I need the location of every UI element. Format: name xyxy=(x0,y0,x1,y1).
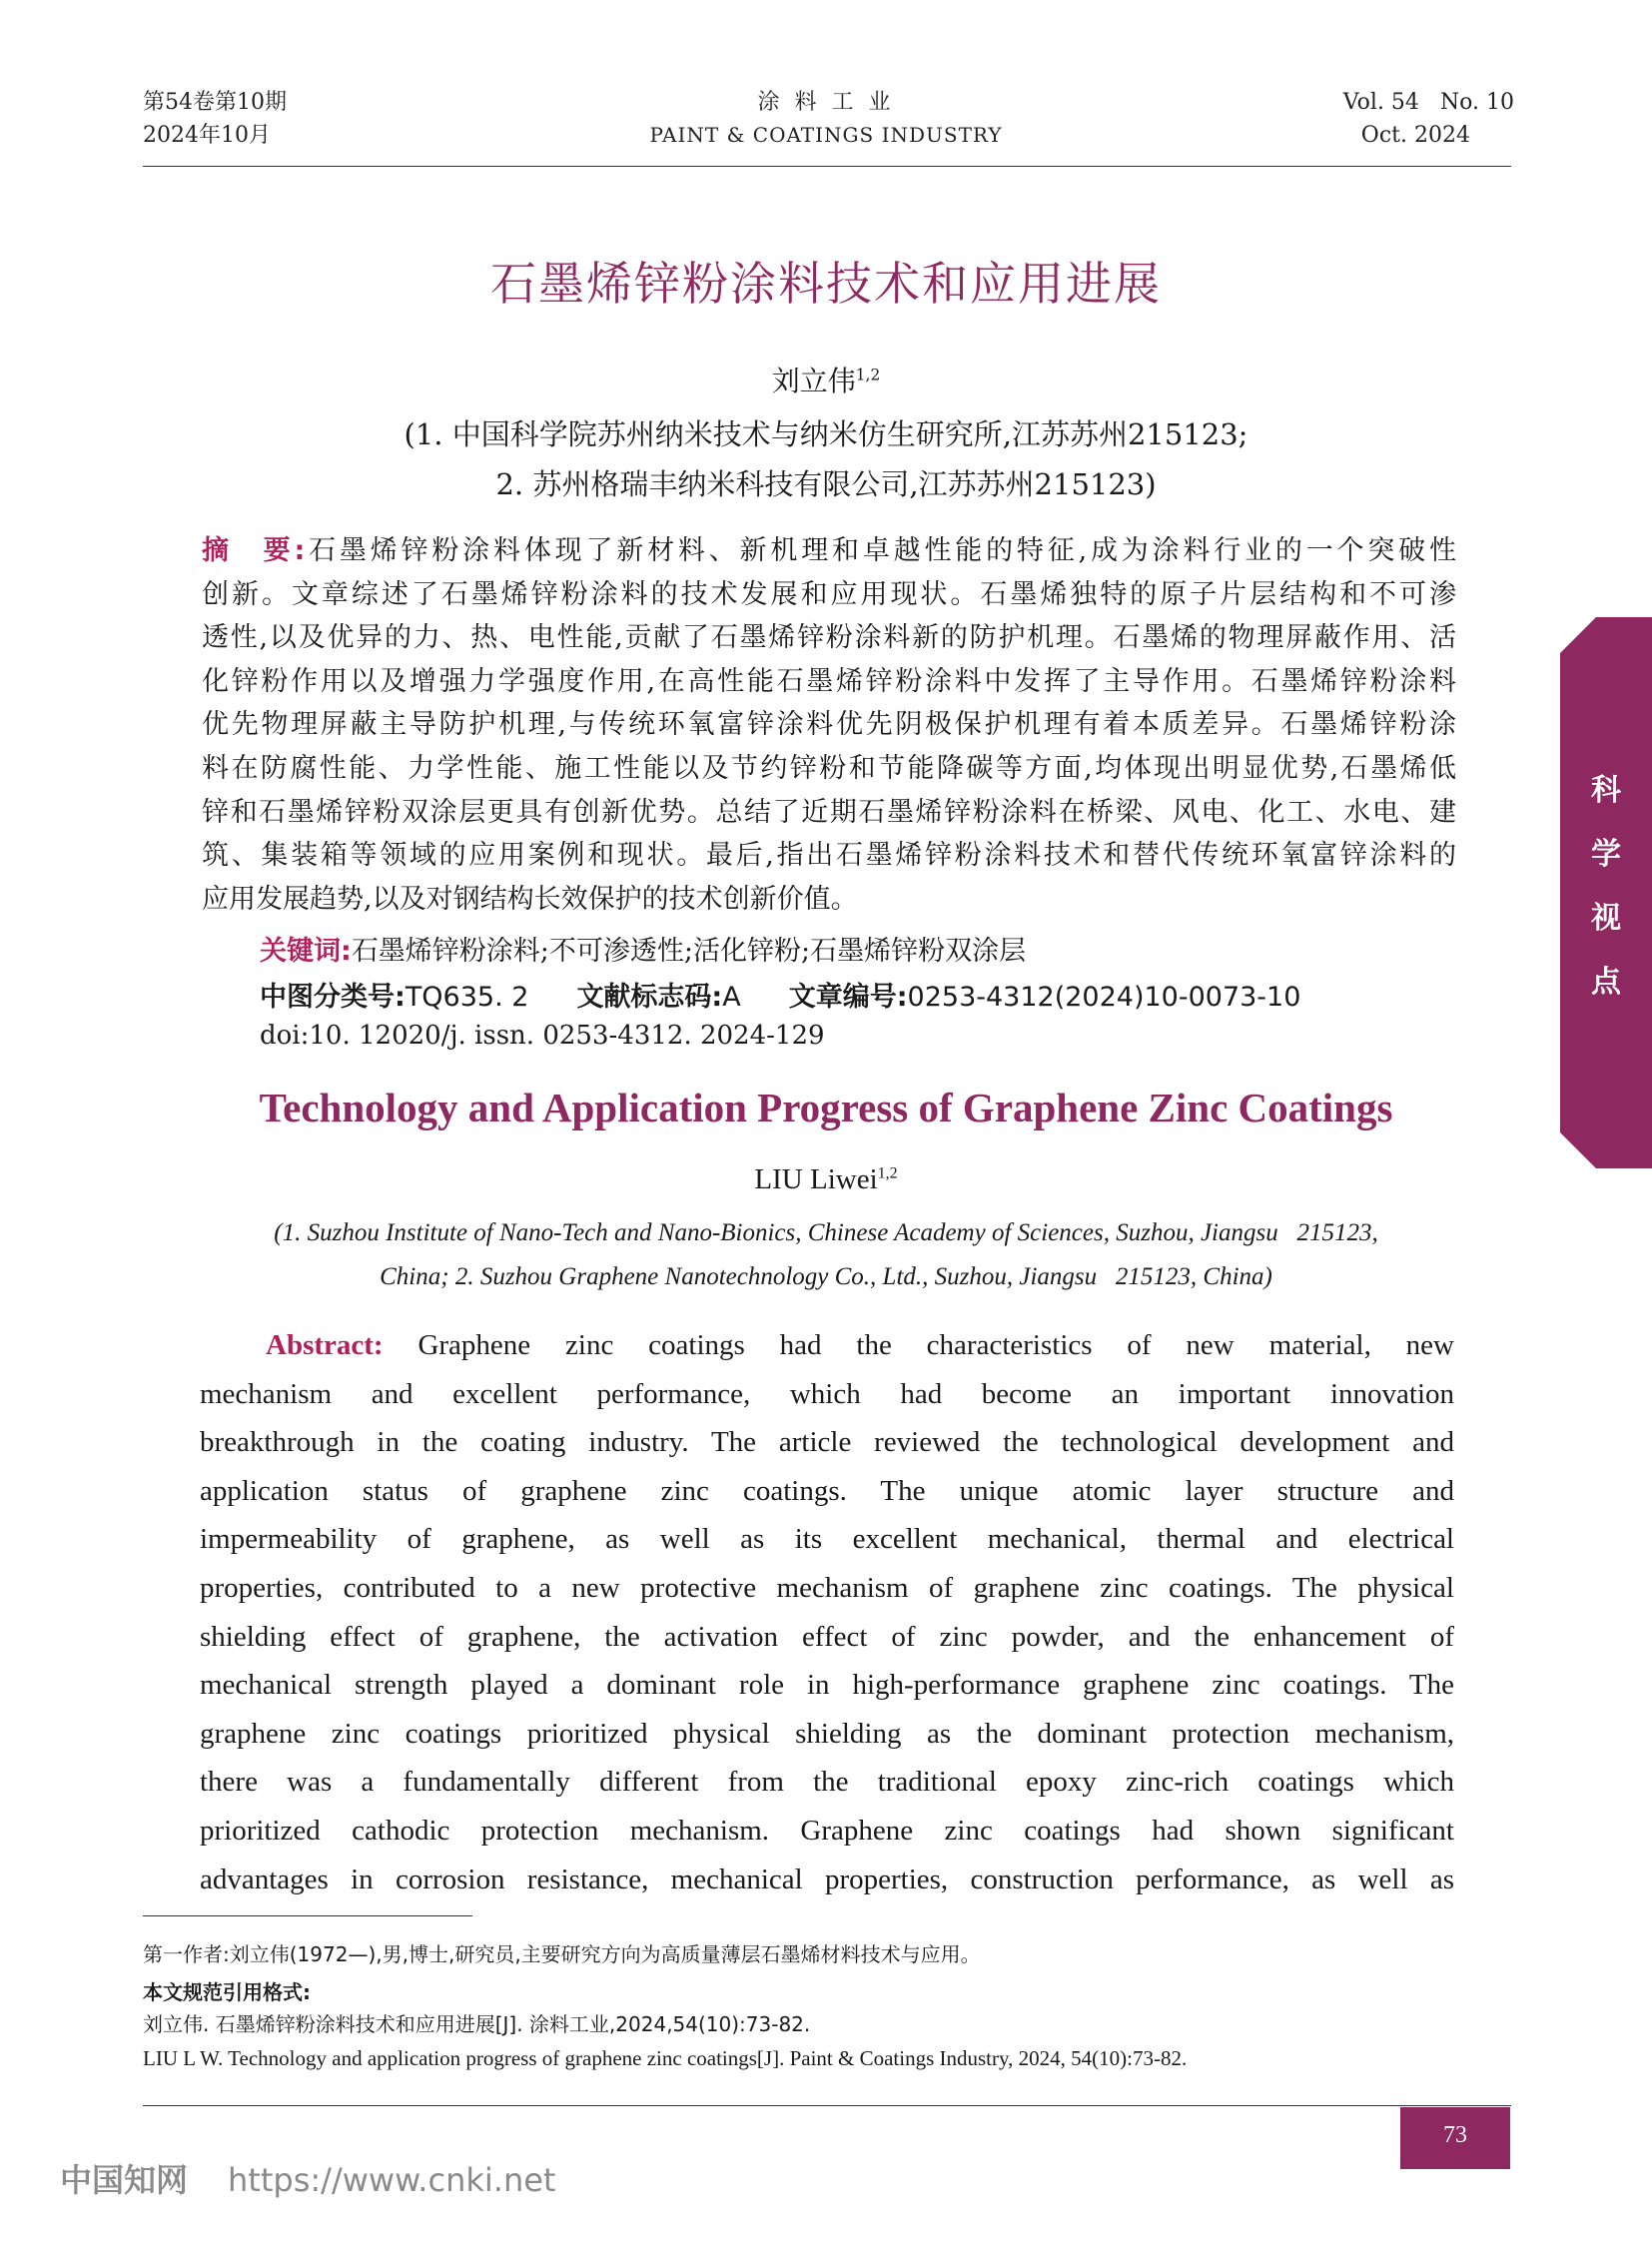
affiliation-cn-line: 2. 苏州格瑞丰纳米科技有限公司,江苏苏州215123) xyxy=(495,467,1157,501)
abstract-en-line: shielding effect of graphene, the activation effect of zinc powder, and the enhancement of xyxy=(200,1620,1454,1653)
header-date-cn: 2024年10月 xyxy=(143,123,271,148)
abstract-cn-line: 创新。文章综述了石墨烯锌粉涂料的技术发展和应用现状。石墨烯独特的原子片层结构和不可渗 xyxy=(202,578,1456,610)
footnote-divider xyxy=(143,1915,472,1916)
abstract-cn-line: 应用发展趋势,以及对钢结构长效保护的技术创新价值。 xyxy=(202,883,858,915)
paper-title-en: Technology and Application Progress of Graphene Zinc Coatings xyxy=(259,1085,1393,1130)
header-volume-issue-cn: 第54卷第10期 xyxy=(143,90,287,115)
page-number: 73 xyxy=(1400,2107,1510,2169)
abstract-en-line: there was a fundamentally different from the traditional epoxy zinc-rich coatings which xyxy=(200,1766,1454,1799)
citation-label: 本文规范引用格式: xyxy=(143,1980,311,2004)
author-affiliation-marker-en: 1,2 xyxy=(877,1164,898,1182)
abstract-en xyxy=(200,1321,1454,1903)
side-tab-char: 科 xyxy=(1591,773,1621,808)
affiliations-en xyxy=(0,1211,1652,1299)
paper-title-cn: 石墨烯锌粉涂料技术和应用进展 xyxy=(490,257,1162,311)
footer-divider xyxy=(143,2105,1511,2106)
author-affiliation-marker: 1,2 xyxy=(855,366,881,384)
abstract-en-line: breakthrough in the coating industry. The article reviewed the technological development and xyxy=(200,1426,1454,1459)
abstract-en-line: properties, contributed to a new protective mechanism of graphene zinc coatings. The physical xyxy=(200,1571,1454,1604)
cnki-url[interactable]: https://www.cnki.net xyxy=(228,2161,556,2199)
abstract-en-line: advantages in corrosion resistance, mechanical properties, construction performance, as well as xyxy=(200,1863,1454,1895)
abstract-cn-label: 摘 要: xyxy=(202,535,306,566)
author-name-cn: 刘立伟 xyxy=(771,365,856,397)
doi: doi:10. 12020/j. issn. 0253-4312. 2024-129 xyxy=(260,1021,825,1051)
abstract-en-line: Abstract: Graphene zinc coatings had the characteristics of new material, new xyxy=(266,1329,1454,1361)
abstract-cn-line: 锌和石墨烯锌粉双涂层更具有创新优势。总结了近期石墨烯锌粉涂料在桥梁、风电、化工、水电、建 xyxy=(202,796,1456,828)
keywords-cn-text: 石墨烯锌粉涂料;不可渗透性;活化锌粉;石墨烯锌粉双涂层 xyxy=(351,936,1027,967)
side-tab-char: 学 xyxy=(1591,837,1621,872)
cnki-brand: 中国知网 xyxy=(60,2161,189,2199)
journal-name-cn: 涂 料 工 业 xyxy=(757,90,895,115)
header-date-en: Oct. 2024 xyxy=(1360,123,1470,148)
header-volume-en: Vol. 54 No. 10 xyxy=(1342,90,1514,115)
abstract-cn-line: 筑、集装箱等领域的应用案例和现状。最后,指出石墨烯锌粉涂料技术和替代传统环氧富锌涂料的 xyxy=(202,840,1456,872)
affiliation-en-line: China; 2. Suzhou Graphene Nanotechnology Co., Ltd., Suzhou, Jiangsu 215123, China) xyxy=(380,1263,1272,1290)
abstract-cn xyxy=(202,529,1456,921)
article-number-label: 文章编号: xyxy=(788,982,908,1013)
author-cn xyxy=(0,360,1652,399)
abstract-en-line: mechanical strength played a dominant role in high-performance graphene zinc coatings. The xyxy=(200,1669,1454,1702)
side-tab-char: 视 xyxy=(1591,901,1621,936)
citation-en: LIU L W. Technology and application progress of graphene zinc coatings[J]. Paint & Coatings Industry, 2024, 54(10):73-82. xyxy=(143,2046,1188,2070)
abstract-en-label: Abstract: xyxy=(266,1329,384,1361)
citation-cn: 刘立伟. 石墨烯锌粉涂料技术和应用进展[J]. 涂料工业,2024,54(10):73-82. xyxy=(143,2012,811,2036)
side-tab-label xyxy=(1560,759,1652,1015)
clc-value: TQ635. 2 xyxy=(405,982,529,1013)
abstract-en-line: graphene zinc coatings prioritized physical shielding as the dominant protection mechanism, xyxy=(200,1717,1454,1750)
abstract-cn-line: 化锌粉作用以及增强力学强度作用,在高性能石墨烯锌粉涂料中发挥了主导作用。石墨烯锌粉涂料 xyxy=(202,665,1456,697)
classification-line xyxy=(260,975,1300,1014)
keywords-cn xyxy=(260,929,1026,968)
article-number-value: 0253-4312(2024)10-0073-10 xyxy=(907,982,1301,1013)
clc-label: 中图分类号: xyxy=(260,982,406,1013)
abstract-en-line: prioritized cathodic protection mechanism. Graphene zinc coatings had shown significant xyxy=(200,1814,1454,1847)
author-en xyxy=(0,1163,1652,1196)
header-divider xyxy=(143,166,1511,167)
abstract-cn-line: 优先物理屏蔽主导防护机理,与传统环氧富锌涂料优先阴极保护机理有着本质差异。石墨烯锌粉涂 xyxy=(202,709,1456,741)
affiliations-cn xyxy=(0,409,1652,509)
affiliation-cn-line: (1. 中国科学院苏州纳米技术与纳米仿生研究所,江苏苏州215123; xyxy=(404,417,1248,451)
doc-code-value: A xyxy=(722,982,741,1013)
abstract-en-line: impermeability of graphene, as well as its excellent mechanical, thermal and electrical xyxy=(200,1523,1454,1556)
abstract-cn-line: 料在防腐性能、力学性能、施工性能以及节约锌粉和节能降碳等方面,均体现出明显优势,石墨烯低 xyxy=(202,752,1456,784)
abstract-en-line: application status of graphene zinc coatings. The unique atomic layer structure and xyxy=(200,1474,1454,1507)
doc-code-label: 文献标志码: xyxy=(576,982,723,1013)
cnki-watermark xyxy=(60,2155,555,2201)
keywords-cn-label: 关键词: xyxy=(260,936,352,967)
abstract-en-line: mechanism and excellent performance, which had become an important innovation xyxy=(200,1377,1454,1410)
side-tab-char: 点 xyxy=(1591,965,1621,1000)
abstract-cn-line: 摘 要:石墨烯锌粉涂料体现了新材料、新机理和卓越性能的特征,成为涂料行业的一个突破性 xyxy=(202,535,1456,566)
affiliation-en-line: (1. Suzhou Institute of Nano-Tech and Nano-Bionics, Chinese Academy of Sciences, Suzhou, Jiangsu 215123, xyxy=(274,1219,1378,1246)
abstract-cn-line: 透性,以及优异的力、热、电性能,贡献了石墨烯锌粉涂料新的防护机理。石墨烯的物理屏蔽作用、活 xyxy=(202,622,1456,654)
first-author-note: 第一作者:刘立伟(1972—),男,博士,研究员,主要研究方向为高质量薄层石墨烯材料技术与应用。 xyxy=(143,1942,981,1966)
journal-name-en: PAINT & COATINGS INDUSTRY xyxy=(649,123,1003,147)
header-volume xyxy=(1343,86,1514,152)
author-name-en: LIU Liwei xyxy=(754,1163,878,1195)
